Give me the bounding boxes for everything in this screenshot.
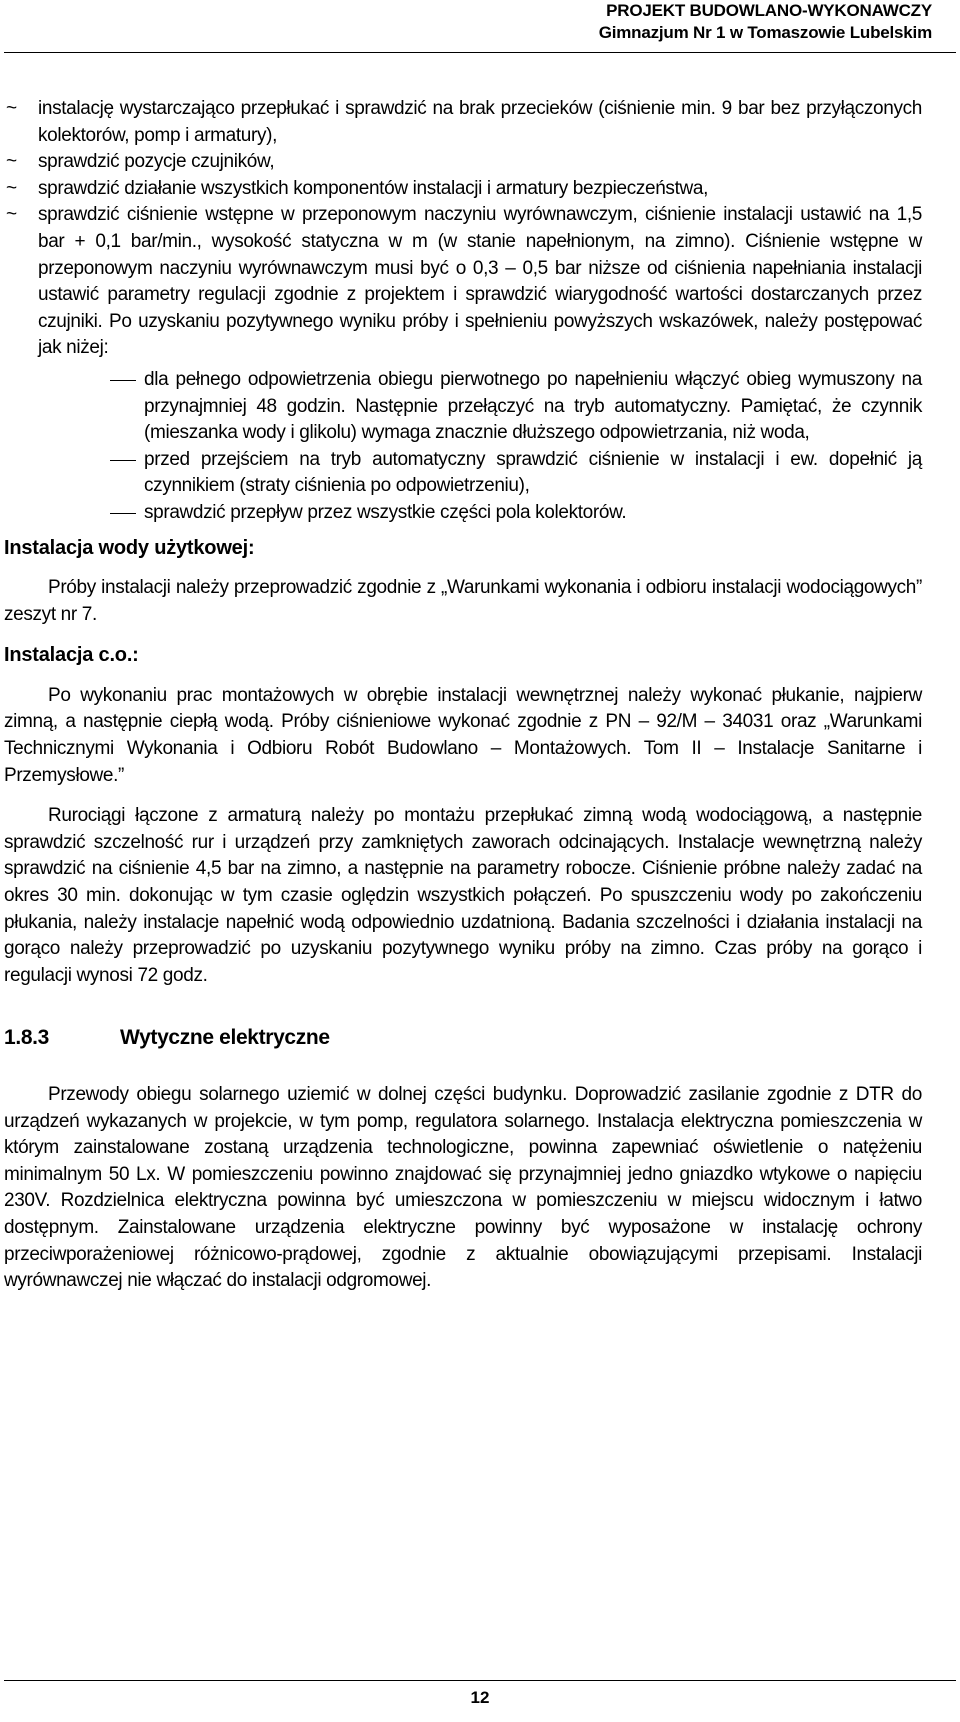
heating-paragraph-2: Rurociągi łączone z armaturą należy po montażu przepłukać zimną wodą wodociągową, a następnie sprawdzić szczelność rur i urządzeń przy zamkniętych zaworach odcinających. Instalacje wewnętrzną należy sprawdzić na ciśnienie 4,5 bar na zimno, a następnie na parametry robocze. Ciśnienie próbne należy zadać na okres 30 min. dokonując w tym czasie oględzin wszystkich połączeń. Po spuszczeniu wody po zakończeniu płukania, należy instalacje napełnić wodą odpowiednio uzdatnioną. Badania szczelności i działania instalacji na gorąco należy przeprowadzić po uzyskaniu pozytywnego wyniku próby na zimno. Czas próby na gorąco i regulacji wynosi 72 godz. [4, 805, 922, 986]
dash-list-item-text: dla pełnego odpowietrzenia obiegu pierwotnego po napełnieniu włączyć obieg wymuszony na przynajmniej 48 godzin. Następnie przełączyć na tryb automatyczny. Pamiętać, że czynnik (mieszanka wody i glikolu) wymaga znacznie dłuższego odpowietrzania, niż woda, [144, 368, 922, 444]
dash-bullet-icon [4, 447, 144, 473]
section-number: 1.8.3 [4, 1026, 49, 1050]
tilde-list-item [4, 176, 922, 203]
tilde-bullet: ~ [6, 151, 17, 173]
dash-list-item-text: sprawdzić przepływ przez wszystkie części pola kolektorów. [144, 501, 627, 523]
tilde-list-item [4, 202, 922, 362]
tilde-list-item-text: sprawdzić pozycje czujników, [38, 151, 275, 173]
dash-list-item [4, 447, 922, 500]
header-project-name: Gimnazjum Nr 1 w Tomaszowie Lubelskim [598, 23, 932, 42]
tilde-bullet: ~ [6, 204, 17, 226]
tilde-list-item-text: instalację wystarczająco przepłukać i sprawdzić na brak przecieków (ciśnienie min. 9 bar bez przyłączonych kolektorów, pomp i armatury), [38, 98, 922, 146]
dash-bullet-icon [4, 500, 144, 526]
electrical-paragraph: Przewody obiegu solarnego uziemić w dolnej części budynku. Doprowadzić zasilanie zgodnie z DTR do urządzeń wykazanych w projekcie, w tym pomp, regulatora solarnego. Instalacja elektryczna pomieszczenia w którym zainstalowane zostaną urządzenia technologiczne, powinna zapewniać oświetlenie o natężeniu minimalnym 50 Lx. W pomieszczeniu powinno znajdować się przynajmniej jedno gniazdko wtykowe o napięciu 230V. Rozdzielnica elektryczna powinna być umieszczona w pomieszczeniu w miejscu widocznym i łatwo dostępnym. Zainstalowane urządzenia elektryczne powinny być wyposażone w instalację ochrony przeciwporażeniowej różnicowo-prądowej, zgodnie z aktualnie obowiązującymi przepisami. Instalacji wyrównawczej nie włączać do instalacji odgromowej. [4, 1084, 922, 1292]
tilde-list-item [4, 96, 922, 149]
heating-paragraph-1: Po wykonaniu prac montażowych w obrębie instalacji wewnętrznej należy wykonać płukanie, najpierw zimną, a następnie ciepłą wodą. Próby ciśnieniowe wykonać zgodnie z PN – 92/M – 34031 oraz „Warunkami Technicznymi Wykonania i Odbioru Robót Budowlano – Montażowych. Tom II – Instalacje Sanitarne i Przemysłowe.” [4, 684, 922, 786]
section-heading [4, 1025, 922, 1052]
dash-list-item [4, 500, 922, 527]
tilde-list-item-text: sprawdzić działanie wszystkich komponentów instalacji i armatury bezpieczeństwa, [38, 177, 709, 199]
document-body [4, 96, 922, 1295]
dash-list-item [4, 367, 922, 447]
header-divider [4, 52, 956, 53]
heating-installation-heading: Instalacja c.o.: [4, 644, 139, 667]
tilde-list-item [4, 149, 922, 176]
footer-divider [4, 1680, 956, 1681]
dash-bullet-icon [4, 367, 144, 393]
dash-list-item-text: przed przejściem na tryb automatyczny sprawdzić ciśnienie w instalacji i ew. dopełnić ją czynnikiem (straty ciśnienia po odpowietrzeniu), [144, 448, 922, 497]
section-title: Wytyczne elektryczne [120, 1026, 330, 1050]
page-number: 12 [470, 1688, 490, 1707]
water-installation-heading: Instalacja wody użytkowej: [4, 536, 255, 559]
header-project-type: PROJEKT BUDOWLANO-WYKONAWCZY [606, 1, 932, 20]
water-installation-paragraph: Próby instalacji należy przeprowadzić zgodnie z „Warunkami wykonania i odbioru instalacji wodociągowych” zeszyt nr 7. [4, 577, 922, 625]
page-header [599, 0, 932, 44]
tilde-bullet: ~ [6, 177, 17, 199]
tilde-bullet: ~ [6, 98, 17, 119]
tilde-list-item-text: sprawdzić ciśnienie wstępne w przeponowym naczyniu wyrównawczym, ciśnienie instalacji ustawić na 1,5 bar + 0,1 bar/min., wysokość statyczna w m (w stanie napełnionym, na zimno). Ciśnienie wstępne w przeponowym naczyniu wyrównawczym musi być o 0,3 – 0,5 bar niższe od ciśnienia napełniania instalacji ustawić parametry regulacji zgodnie z projektem i sprawdzić wiarygodność wartości dostarczanych przez czujniki. Po uzyskaniu pozytywnego wyniku próby i spełnieniu powyższych wskazówek, należy postępować jak niżej: [38, 204, 922, 359]
